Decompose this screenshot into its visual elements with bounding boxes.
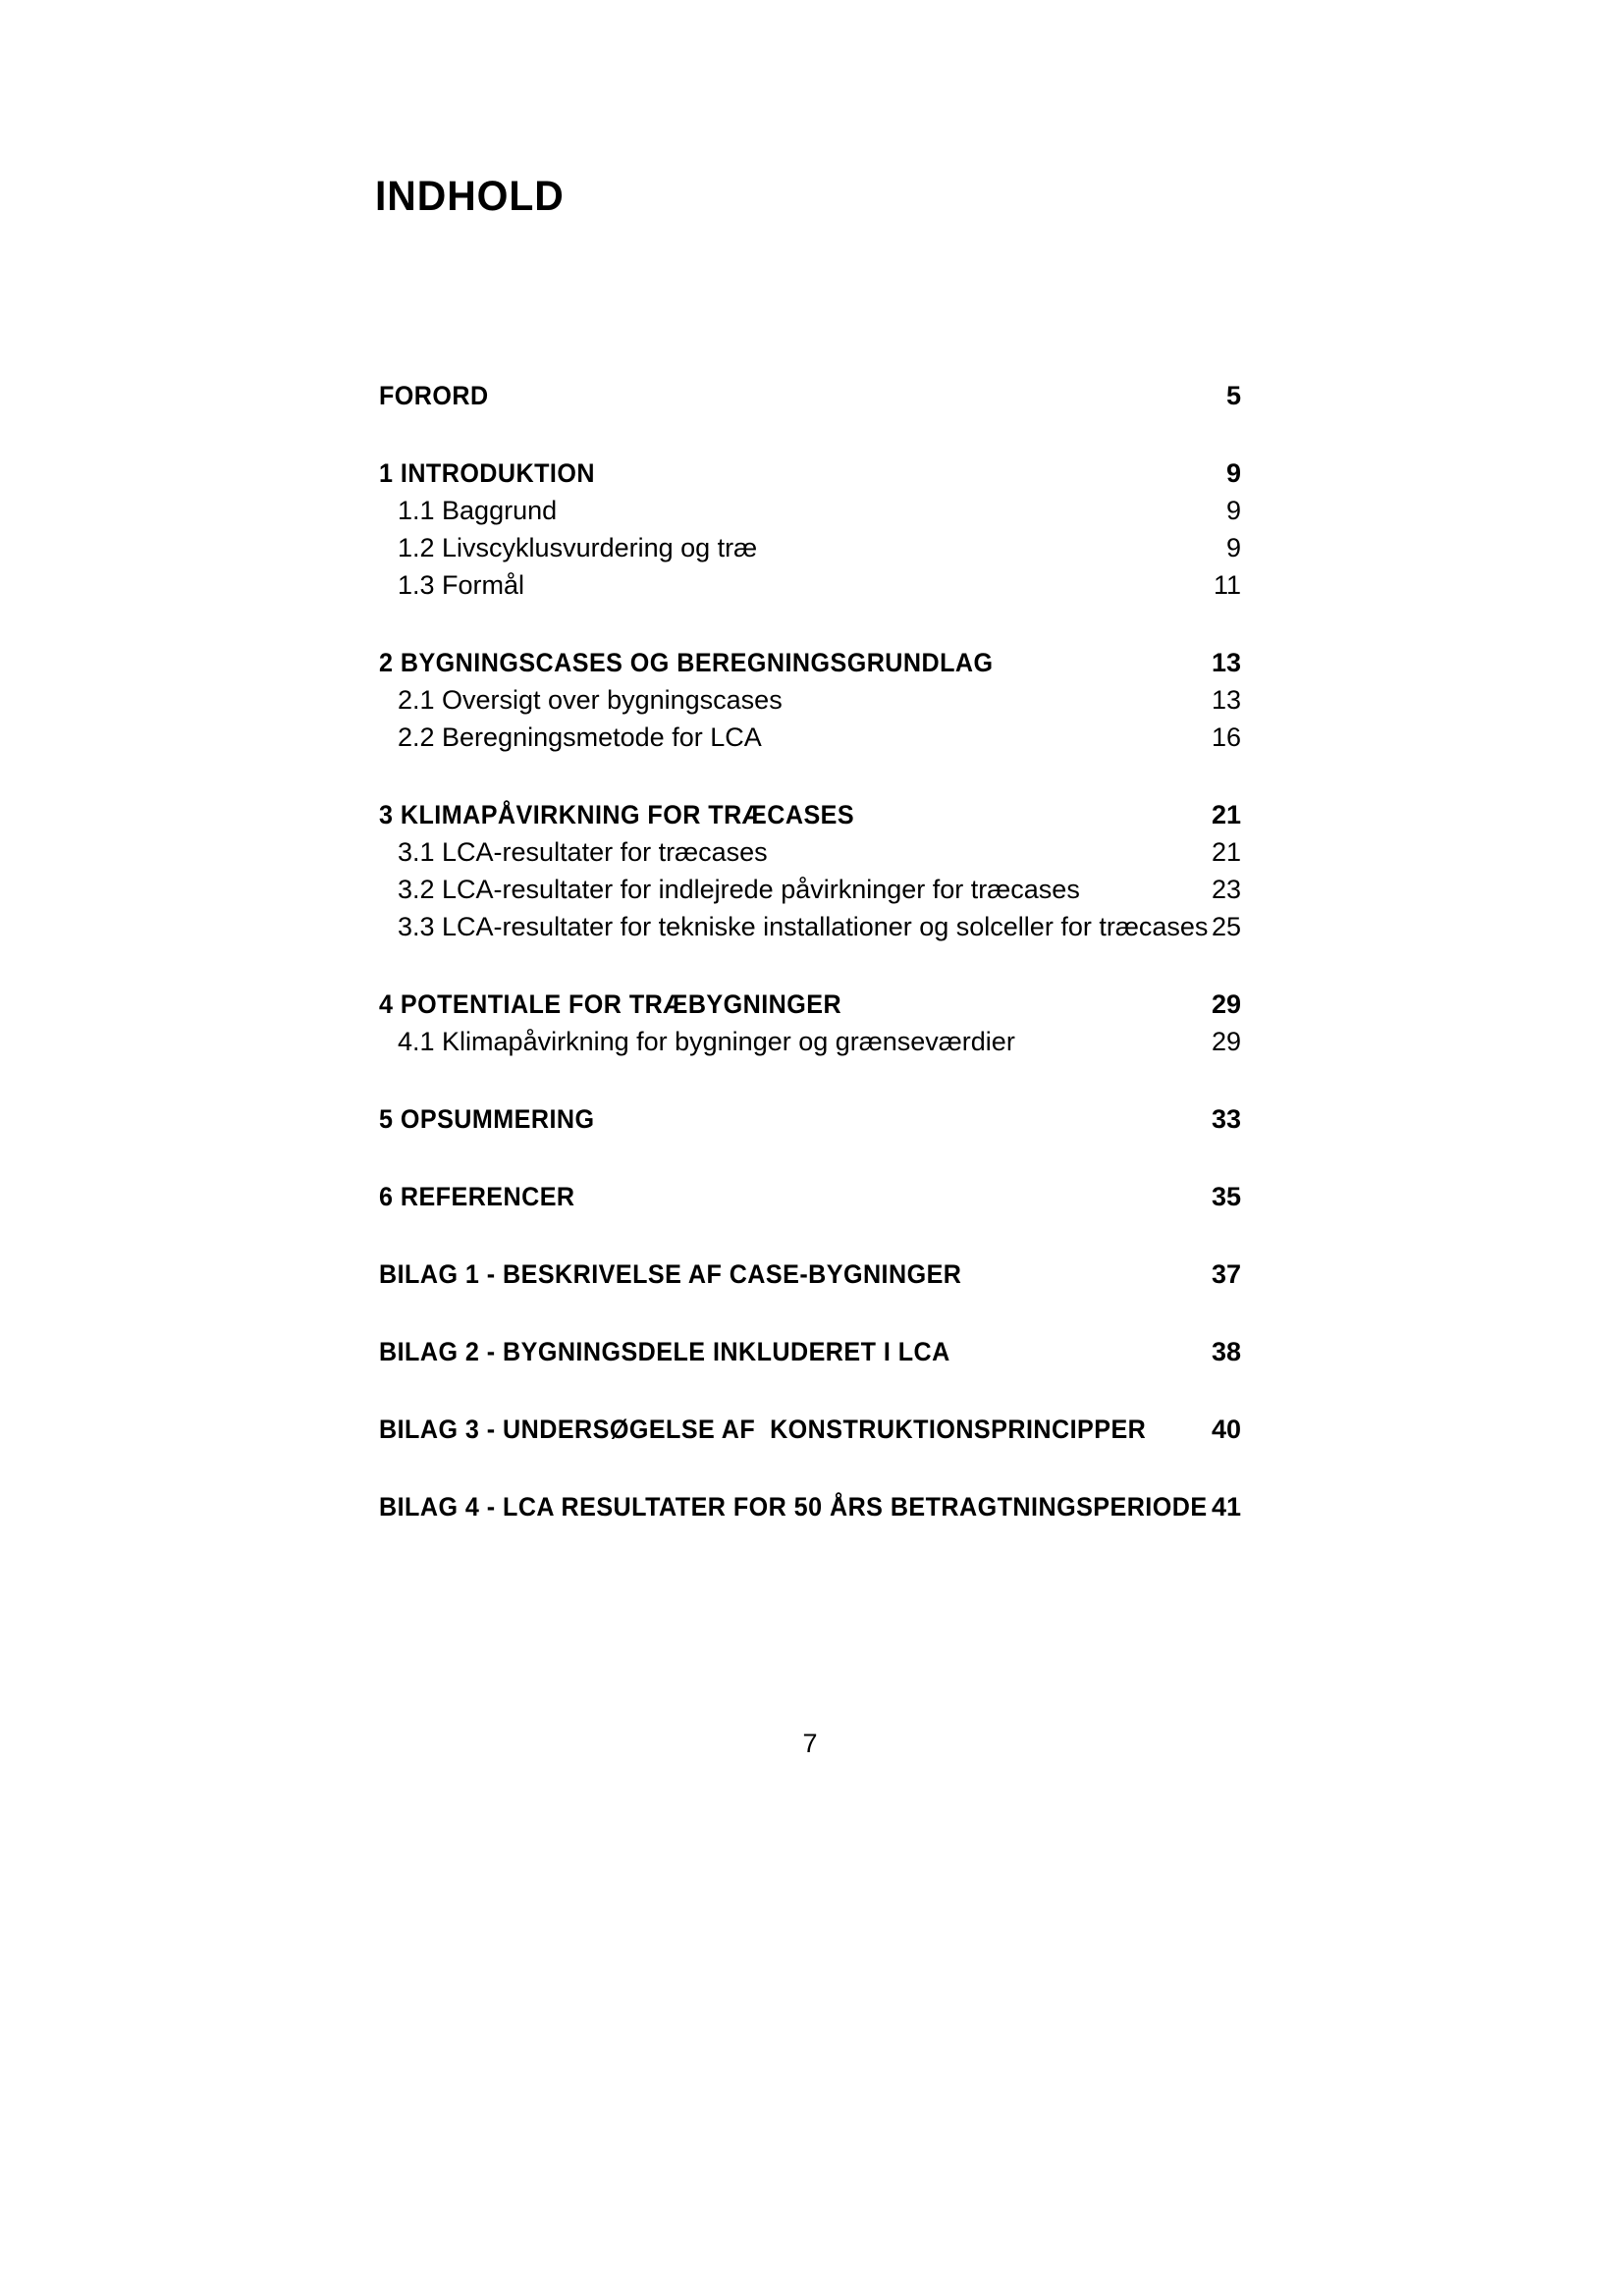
toc-entry-label: 2.1 Oversigt over bygningscases [398, 685, 783, 715]
toc-entry-label: FORORD [379, 381, 489, 410]
toc-entry [379, 986, 1241, 1023]
toc-entry-label: 4.1 Klimapåvirkning for bygninger og grænseværdier [398, 1027, 1015, 1056]
toc-entry-label: 3 KLIMAPÅVIRKNING FOR TRÆCASES [379, 800, 855, 829]
toc-group [379, 1100, 1241, 1138]
toc-group [379, 1333, 1241, 1370]
toc-entry [379, 833, 1241, 871]
toc-entry [379, 492, 1241, 529]
toc-group [379, 1255, 1241, 1293]
toc-entry-label: BILAG 3 - UNDERSØGELSE AF KONSTRUKTIONSPRINCIPPER [379, 1415, 1147, 1444]
toc-entry [379, 796, 1241, 833]
toc-entry-page-number: 29 [1211, 1027, 1241, 1056]
toc-entry-label: 1.2 Livscyklusvurdering og træ [398, 533, 758, 562]
toc-entry-page-number: 40 [1211, 1415, 1241, 1444]
toc-entry-label: BILAG 1 - BESKRIVELSE AF CASE-BYGNINGER [379, 1259, 962, 1289]
footer-page-number: 7 [802, 1729, 818, 1758]
toc-entry [379, 681, 1241, 719]
toc-entry-page-number: 33 [1211, 1104, 1241, 1134]
toc-entry-label: 4 POTENTIALE FOR TRÆBYGNINGER [379, 989, 842, 1019]
toc-entry-page-number: 25 [1211, 912, 1241, 941]
toc-entry-page-number: 29 [1211, 989, 1241, 1019]
toc-entry-label: 3.1 LCA-resultater for træcases [398, 837, 768, 867]
toc-entry [379, 1178, 1241, 1215]
toc-entry-page-number: 23 [1211, 875, 1241, 904]
toc-entry-page-number: 13 [1211, 648, 1241, 677]
toc-entry [379, 454, 1241, 492]
page-title: INDHOLD [375, 172, 565, 220]
toc-entry [379, 377, 1241, 414]
toc-entry [379, 1333, 1241, 1370]
toc-group [379, 1411, 1241, 1448]
toc-entry-page-number: 9 [1225, 496, 1241, 525]
toc-entry-label: 1.1 Baggrund [398, 496, 558, 525]
toc-list [379, 377, 1241, 1525]
toc-entry-label: 1 INTRODUKTION [379, 458, 595, 488]
toc-group [379, 454, 1241, 604]
toc-entry-label: 2.2 Beregningsmetode for LCA [398, 722, 762, 752]
toc-entry-page-number: 41 [1211, 1492, 1241, 1522]
toc-entry-page-number: 11 [1213, 570, 1241, 600]
toc-entry [379, 1488, 1241, 1525]
toc-entry [379, 1255, 1241, 1293]
toc-entry [379, 566, 1241, 604]
toc-entry [379, 1411, 1241, 1448]
toc-entry [379, 644, 1241, 681]
toc-entry-page-number: 9 [1225, 458, 1241, 488]
toc-entry-label: BILAG 2 - BYGNINGSDELE INKLUDERET I LCA [379, 1337, 950, 1366]
toc-entry-label: 3.2 LCA-resultater for indlejrede påvirkninger for træcases [398, 875, 1080, 904]
toc-entry-label: 3.3 LCA-resultater for tekniske installationer og solceller for træcases [398, 912, 1209, 941]
toc-entry-page-number: 16 [1211, 722, 1241, 752]
toc-entry-label: 2 BYGNINGSCASES OG BEREGNINGSGRUNDLAG [379, 648, 994, 677]
toc-entry-label: 1.3 Formål [398, 570, 525, 600]
toc-entry [379, 871, 1241, 908]
toc-entry-page-number: 35 [1211, 1182, 1241, 1211]
toc-entry-label: 5 OPSUMMERING [379, 1104, 595, 1134]
toc-entry-label: BILAG 4 - LCA RESULTATER FOR 50 ÅRS BETRAGTNINGSPERIODE [379, 1492, 1208, 1522]
toc-entry [379, 908, 1241, 945]
toc-entry-label: 6 REFERENCER [379, 1182, 575, 1211]
toc-entry-page-number: 37 [1211, 1259, 1241, 1289]
toc-entry [379, 719, 1241, 756]
toc-group [379, 796, 1241, 945]
toc-group [379, 986, 1241, 1060]
toc-entry-page-number: 21 [1211, 800, 1241, 829]
toc-entry-page-number: 5 [1225, 381, 1241, 410]
toc-entry-page-number: 38 [1211, 1337, 1241, 1366]
toc-entry [379, 529, 1241, 566]
toc-entry-page-number: 13 [1211, 685, 1241, 715]
toc-group [379, 644, 1241, 756]
toc-entry-page-number: 21 [1211, 837, 1241, 867]
toc-group [379, 377, 1241, 414]
toc-group [379, 1178, 1241, 1215]
toc-entry [379, 1023, 1241, 1060]
toc-entry [379, 1100, 1241, 1138]
toc-group [379, 1488, 1241, 1525]
toc-entry-page-number: 9 [1225, 533, 1241, 562]
